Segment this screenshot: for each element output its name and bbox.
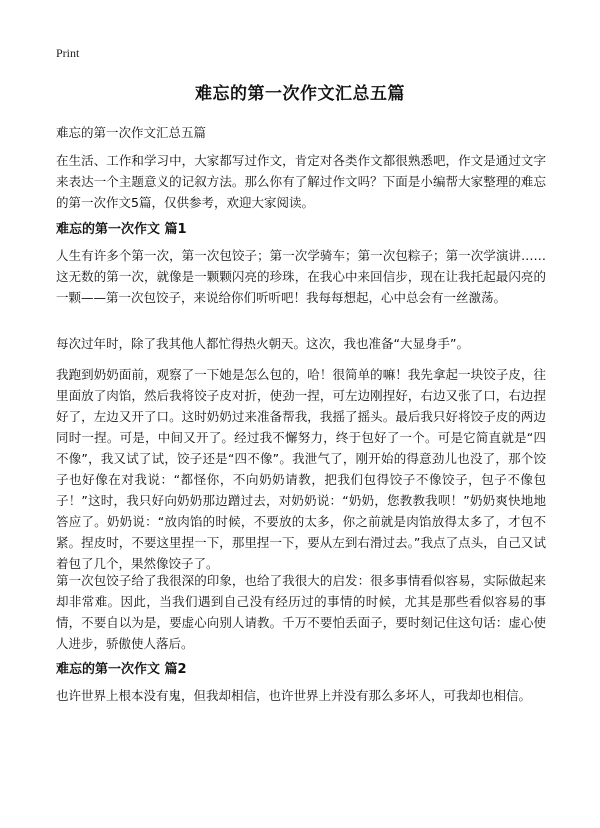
page-title: 难忘的第一次作文汇总五篇 xyxy=(195,84,405,104)
print-link[interactable]: Print xyxy=(56,46,80,60)
section-heading-2: 难忘的第一次作文 篇2 xyxy=(56,662,187,677)
document-subtitle: 难忘的第一次作文汇总五篇 xyxy=(56,125,207,140)
section2-paragraph-1: 也许世界上根本没有鬼，但我却相信，也许世界上并没有那么多坏人，可我却也相信。 xyxy=(56,688,532,703)
section1-paragraph-3: 我跑到奶奶面前，观察了一下她是怎么包的，哈！很简单的嘛！我先拿起一块饺子皮，往里面放了肉馅，然后我将饺子皮对折，使劲一捏，可左边刚捏好，右边又张了口，右边捏好了，左边又开了口。这时奶奶过来准备帮我，我摇了摇头。最后我只好将饺子皮的两边同时一捏。可是，中间又开了。经过我不懈努力，终于包好了一个。可是它简直就是“四不像”，我又试了试，饺子还是“四不像”。我泄气了，刚开始的得意劲儿也没了，那个饺子也好像在对我说：“都怪你，不向奶奶请教，把我们包得饺子不像饺子，包子不像包子！”这时，我只好向奶奶那边蹭过去，对奶奶说：“奶奶，您教教我呗！”奶奶爽快地地答应了。奶奶说：“放肉馅的时候，不要放的太多，你之前就是肉馅放得太多了，才包不紧。捏皮时，不要这里捏一下，那里捏一下，要从左到右滑过去。”我点了点头，自己又试着包了几个，果然像饺子了。 xyxy=(56,367,546,571)
section-heading-1: 难忘的第一次作文 篇1 xyxy=(56,222,187,237)
intro-paragraph: 在生活、工作和学习中，大家都写过作文，肯定对各类作文都很熟悉吧，作文是通过文字来表达一个主题意义的记叙方法。那么你有了解过作文吗？下面是小编帮大家整理的难忘的第一次作文5篇，仅供参考，欢迎大家阅读。 xyxy=(56,153,546,210)
section1-paragraph-1: 人生有许多个第一次，第一次包饺子；第一次学骑车；第一次包粽子；第一次学演讲……这无数的第一次，就像是一颗颗闪亮的珍珠，在我心中来回信步，现在让我托起最闪亮的一颗——第一次包饺子，来说给你们听听吧！我每每想起，心中总会有一丝激荡。 xyxy=(56,248,546,305)
section1-paragraph-4: 第一次包饺子给了我很深的印象，也给了我很大的启发：很多事情看似容易，实际做起来却非常难。因此，当我们遇到自己没有经历过的事情的时候，尤其是那些看似容易的事情，不要自以为是，要虚心向别人请教。千万不要怕丢面子，要时刻记住这句话：虚心使人进步，骄傲使人落后。 xyxy=(56,573,546,651)
section1-paragraph-2: 每次过年时，除了我其他人都忙得热火朝天。这次，我也准备“大显身手”。 xyxy=(56,336,469,351)
